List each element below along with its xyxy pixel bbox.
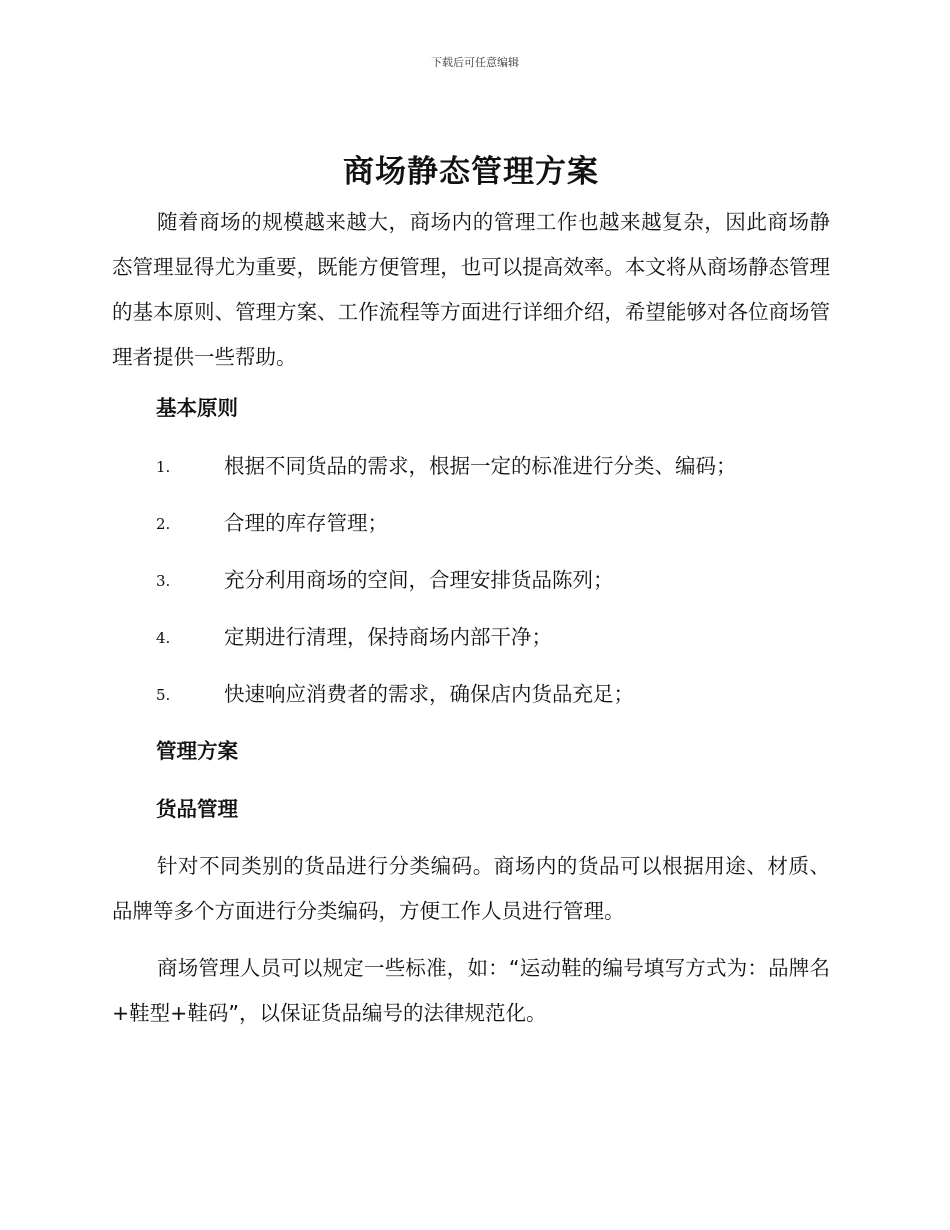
list-number: 3. [156, 572, 171, 590]
subsection-heading-goods-management: 货品管理 [156, 797, 238, 821]
goods-management-paragraph-1: 针对不同类别的货品进行分类编码。商场内的货品可以根据用途、材质、品牌等多个方面进行分类编码，方便工作人员进行管理。 [112, 854, 830, 923]
document-title: 商场静态管理方案 [343, 154, 599, 190]
list-item [112, 565, 830, 622]
principles-list [112, 451, 830, 736]
list-item [112, 508, 830, 565]
intro-paragraph: 随着商场的规模越来越大，商场内的管理工作也越来越复杂，因此商场静态管理显得尤为重要，既能方便管理，也可以提高效率。本文将从商场静态管理的基本原则、管理方案、工作流程等方面进行详细介绍，希望能够对各位商场管理者提供一些帮助。 [112, 210, 830, 369]
list-text: 合理的库存管理； [224, 511, 388, 535]
list-text: 根据不同货品的需求，根据一定的标准进行分类、编码； [224, 454, 737, 478]
list-item [112, 451, 830, 508]
list-item [112, 679, 830, 736]
list-number: 1. [156, 458, 171, 476]
list-number: 2. [156, 515, 171, 533]
list-text: 快速响应消费者的需求，确保店内货品充足； [224, 682, 634, 706]
goods-management-paragraph-2: 商场管理人员可以规定一些标准，如：“运动鞋的编号填写方式为：品牌名+鞋型+鞋码”，以保证货品编号的法律规范化。 [112, 956, 830, 1025]
header-note: 下载后可任意编辑 [431, 56, 519, 69]
document-body [112, 150, 830, 1036]
list-item [112, 622, 830, 679]
list-number: 5. [156, 686, 171, 704]
section-heading-basic-principles: 基本原则 [156, 396, 238, 420]
list-number: 4. [156, 629, 171, 647]
list-text: 定期进行清理，保持商场内部干净； [224, 625, 552, 649]
section-heading-management-plan: 管理方案 [156, 739, 238, 763]
list-text: 充分利用商场的空间，合理安排货品陈列； [224, 568, 614, 592]
